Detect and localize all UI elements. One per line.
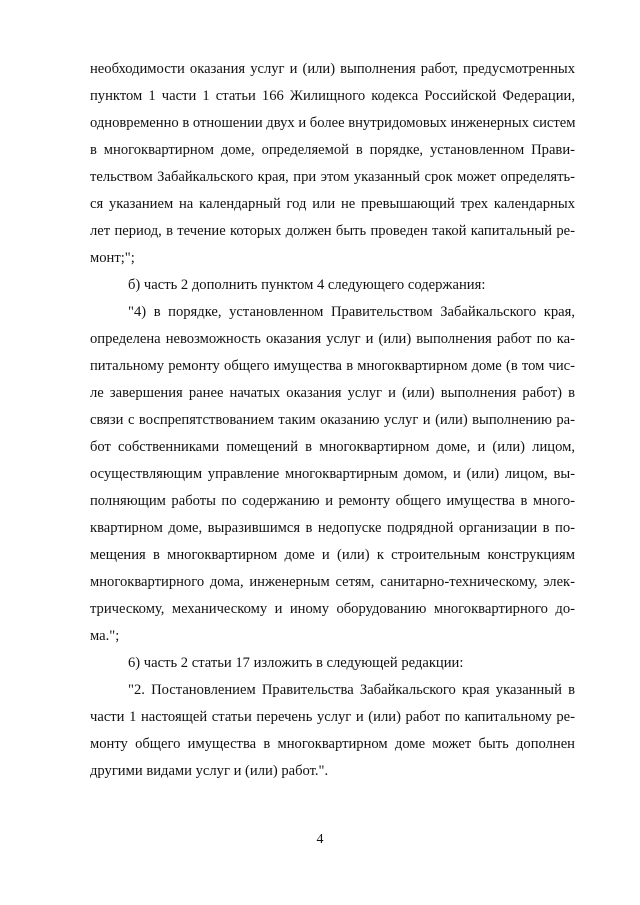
text-line: лет период, в течение которых должен быть проведен такой капитальный ре- (90, 223, 575, 239)
text-line: бот собственниками помещений в многоквартирном доме, и (или) лицом, (90, 439, 575, 455)
text-line: полняющим работы по содержанию и ремонту общего имущества в много- (90, 493, 575, 509)
text-line: трическому, механическому и иному оборудованию многоквартирного до- (90, 601, 575, 617)
text-line: части 1 настоящей статьи перечень услуг и (или) работ по капитальному ре- (90, 709, 575, 725)
paragraph-heading-b: б) часть 2 дополнить пунктом 4 следующего содержания: (128, 277, 486, 293)
text-line: монту общего имущества в многоквартирном доме может быть дополнен (90, 736, 575, 752)
text-line: в многоквартирном доме, определяемой в порядке, установленном Прави- (90, 142, 575, 158)
text-line: "4) в порядке, установленном Правительством Забайкальского края, (128, 304, 575, 320)
text-line: ма."; (90, 628, 120, 644)
text-line: квартирном доме, выразившимся в недопуске подрядной организации в по- (90, 520, 575, 536)
text-line: определена невозможность оказания услуг и (или) выполнения работ по ка- (90, 331, 575, 347)
text-line: осуществляющим управление многоквартирным домом, и (или) лицом, вы- (90, 466, 575, 482)
text-line: тельством Забайкальского края, при этом указанный срок может определять- (90, 169, 575, 185)
body-text (90, 56, 575, 785)
text-line: пунктом 1 части 1 статьи 166 Жилищного кодекса Российской Федерации, (90, 88, 575, 104)
text-line: многоквартирного дома, инженерным сетям, санитарно-техническому, элек- (90, 574, 575, 590)
text-line: необходимости оказания услуг и (или) выполнения работ, предусмотренных (90, 61, 575, 77)
text-line: "2. Постановлением Правительства Забайкальского края указанный в (128, 682, 575, 698)
page-number: 4 (316, 832, 324, 847)
text-line: монт;"; (90, 250, 135, 266)
paragraph-heading-6: 6) часть 2 статьи 17 изложить в следующей редакции: (128, 655, 464, 671)
text-line: другими видами услуг и (или) работ.". (90, 763, 329, 779)
text-line: мещения в многоквартирном доме и (или) к строительным конструкциям (90, 547, 575, 563)
text-line: питальному ремонту общего имущества в многоквартирном доме (в том чис- (90, 358, 575, 374)
text-line: одновременно в отношении двух и более внутридомовых инженерных систем (90, 115, 576, 131)
text-line: ся указанием на календарный год или не превышающий трех календарных (90, 196, 575, 212)
text-line: ле завершения ранее начатых оказания услуг и (или) выполнения работ) в (90, 385, 575, 401)
text-line: связи с воспрепятствованием таким оказанию услуг и (или) выполнению ра- (90, 412, 575, 428)
